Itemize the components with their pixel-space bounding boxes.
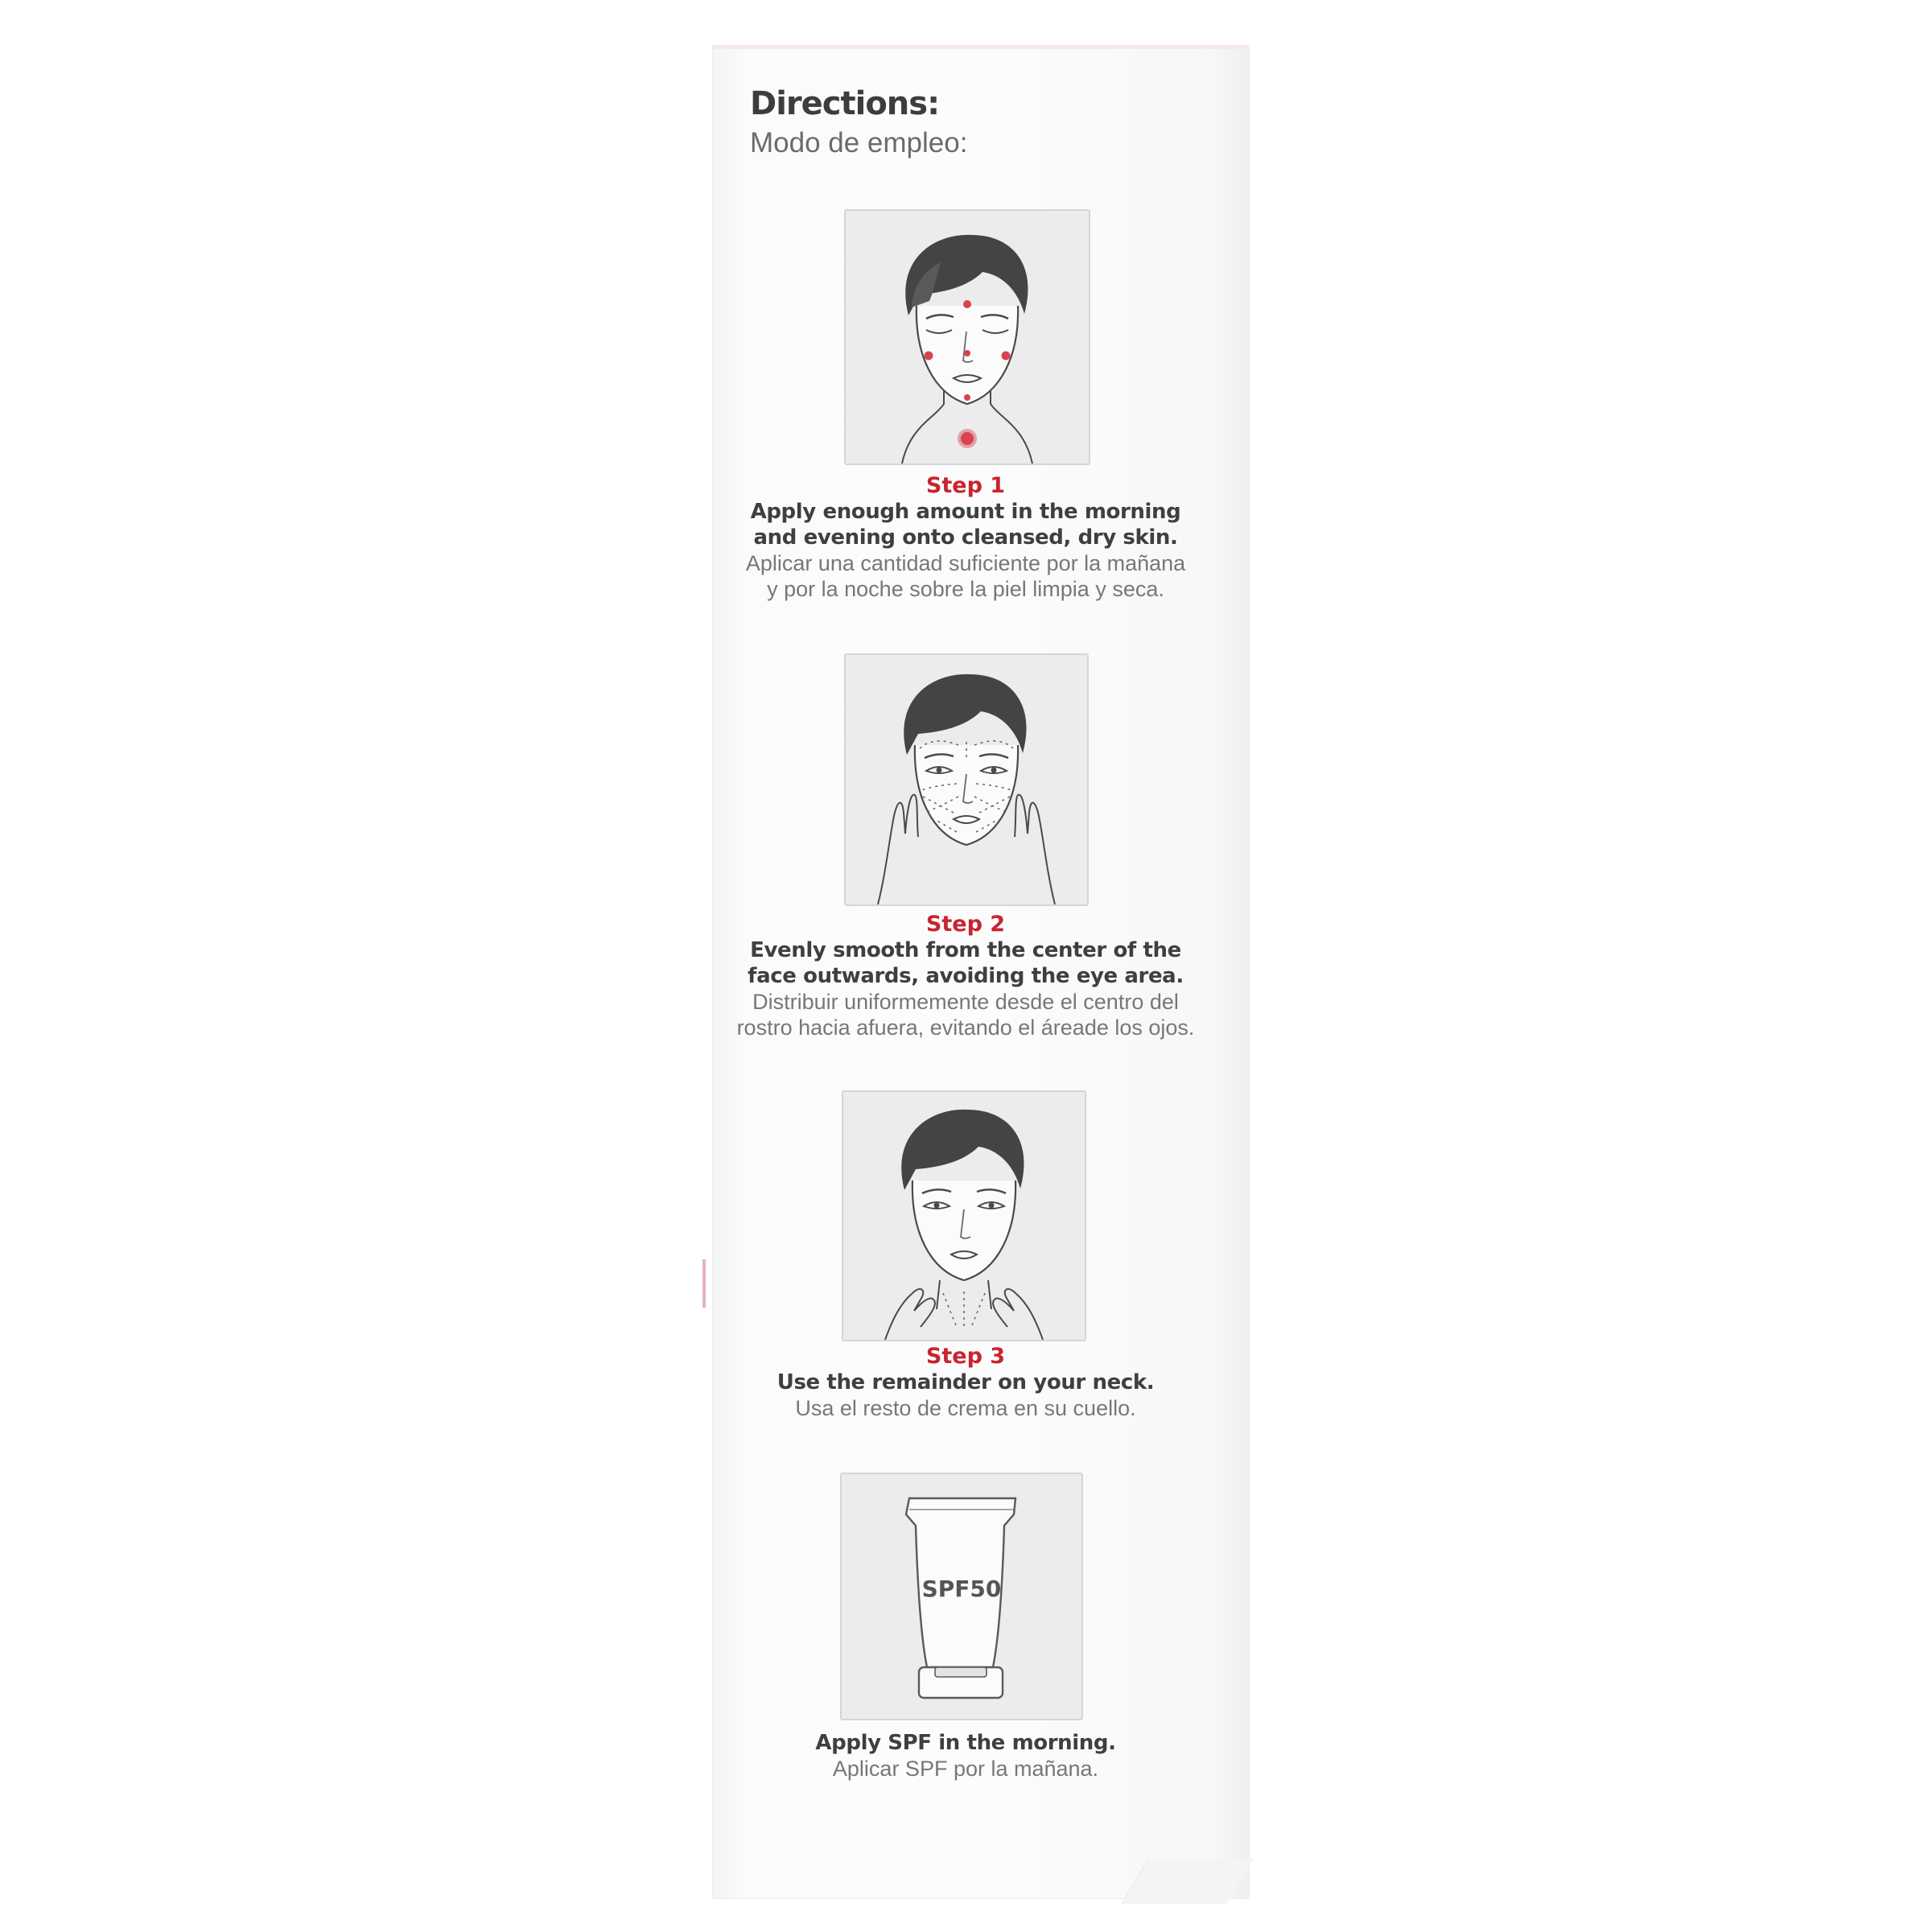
step-2-caption (724, 912, 1207, 1040)
step-1-instruction-en-2: and evening onto cleansed, dry skin. (753, 525, 1178, 550)
step-2-instruction-en-2: face outwards, avoiding the eye area. (748, 964, 1184, 988)
spf50-tube-label: SPF50 (921, 1576, 1002, 1602)
directions-heading: Directions: (750, 85, 940, 122)
step-3-instruction-en: Use the remainder on your neck. (777, 1370, 1155, 1394)
face-spread-icon (846, 655, 1087, 904)
face-neck-icon (843, 1092, 1085, 1340)
step-3-caption (724, 1344, 1207, 1421)
step-3-label: Step 3 (925, 1344, 1006, 1369)
step-1-caption (724, 473, 1207, 602)
step-2-illustration (844, 653, 1089, 906)
directions-subheading: Modo de empleo: (750, 127, 968, 159)
step-1-instruction-en: Apply enough amount in the morning (750, 500, 1181, 524)
spf-instruction-es: Aplicar SPF por la mañana. (832, 1757, 1099, 1781)
step-1-instruction-es-2: y por la noche sobre la piel limpia y seca. (767, 577, 1164, 601)
step-2-instruction-es: Distribuir uniformemente desde el centro del (752, 990, 1179, 1014)
step-1-illustration (844, 209, 1090, 465)
step-1-instruction-es: Aplicar una cantidad suficiente por la mañana (745, 551, 1186, 575)
step-3-instruction-es: Usa el resto de crema en su cuello. (795, 1396, 1136, 1420)
step-2-label: Step 2 (925, 912, 1006, 937)
step-2-instruction-es-2: rostro hacia afuera, evitando el áreade los ojos. (736, 1015, 1195, 1040)
face-dots-icon (846, 211, 1089, 463)
spf-instruction-en: Apply SPF in the morning. (815, 1731, 1116, 1755)
step-3-illustration (842, 1090, 1086, 1341)
step-1-label: Step 1 (925, 473, 1006, 498)
step-2-instruction-en: Evenly smooth from the center of the (750, 938, 1181, 962)
side-red-mark (702, 1259, 706, 1308)
spf-caption (724, 1730, 1207, 1782)
spf-illustration (840, 1473, 1083, 1720)
sunscreen-tube-icon (842, 1474, 1081, 1719)
